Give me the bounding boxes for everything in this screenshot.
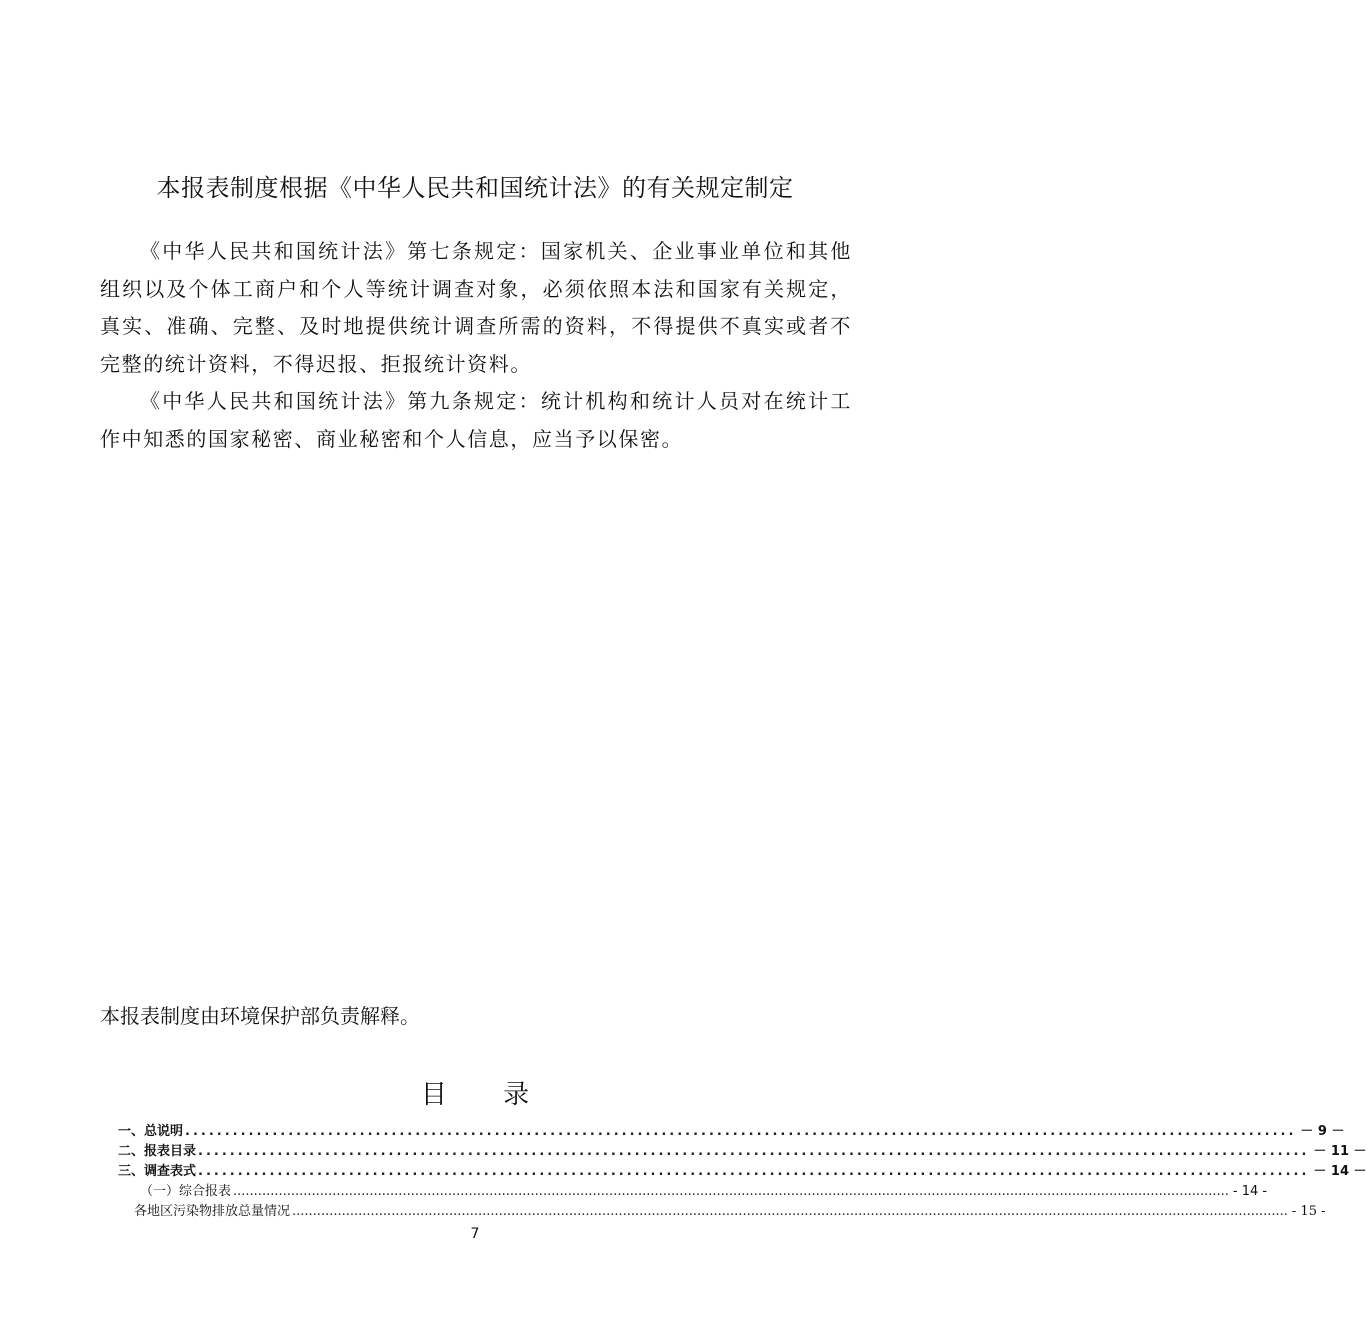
table-of-contents bbox=[118, 1122, 1367, 1222]
toc-entry-comprehensive-reports[interactable] bbox=[118, 1182, 1268, 1202]
toc-entry-page: － 11 － bbox=[1313, 1144, 1367, 1159]
toc-entry-label: 二、报表目录 bbox=[118, 1144, 197, 1159]
law-paragraph-article-9: 《中华人民共和国统计法》第九条规定：统计机构和统计人员对在统计工作中知悉的国家秘密、商业秘密和个人信息，应当予以保密。 bbox=[100, 389, 852, 451]
statute-heading: 本报表制度根据《中华人民共和国统计法》的有关规定制定 bbox=[156, 174, 794, 202]
page-number: 7 bbox=[470, 1226, 480, 1242]
toc-entry-page: - 15 - bbox=[1291, 1204, 1326, 1219]
toc-entry-page: － 9 － bbox=[1300, 1124, 1345, 1139]
law-paragraph-article-7: 《中华人民共和国统计法》第七条规定：国家机关、企业事业单位和其他组织以及个体工商户和个人等统计调查对象，必须依照本法和国家有关规定，真实、准确、完整、及时地提供统计调查所需的资料，不得提供不真实或者不完整的统计资料，不得迟报、拒报统计资料。 bbox=[100, 239, 852, 376]
toc-leader-dots: ............................................................................................................................................ bbox=[198, 1164, 1310, 1179]
toc-entry-label: 各地区污染物排放总量情况 bbox=[134, 1204, 291, 1219]
toc-leader-dots: ............................................................................................................................................ bbox=[185, 1124, 1297, 1139]
toc-entry-general-notes[interactable] bbox=[118, 1122, 1345, 1142]
toc-leader-dots: ................................................................................................................................................................................................................................................. bbox=[233, 1184, 1229, 1199]
toc-entry-label: 三、调查表式 bbox=[118, 1164, 197, 1179]
toc-leader-dots: ............................................................................................................................................ bbox=[198, 1144, 1310, 1159]
toc-entry-survey-forms[interactable] bbox=[118, 1162, 1367, 1182]
toc-entry-regional-emissions[interactable] bbox=[118, 1202, 1326, 1222]
toc-title: 目 录 bbox=[420, 1080, 554, 1110]
toc-leader-dots: ................................................................................................................................................................................................................................................. bbox=[292, 1204, 1288, 1219]
toc-entry-label: （一）综合报表 bbox=[140, 1184, 232, 1199]
toc-entry-page: - 14 - bbox=[1232, 1184, 1268, 1199]
toc-entry-label: 一、总说明 bbox=[118, 1124, 184, 1139]
toc-entry-report-catalog[interactable] bbox=[118, 1142, 1367, 1162]
law-citation-block bbox=[100, 233, 852, 458]
interpretation-note: 本报表制度由环境保护部负责解释。 bbox=[100, 1004, 420, 1028]
toc-entry-page: － 14 － bbox=[1313, 1164, 1367, 1179]
